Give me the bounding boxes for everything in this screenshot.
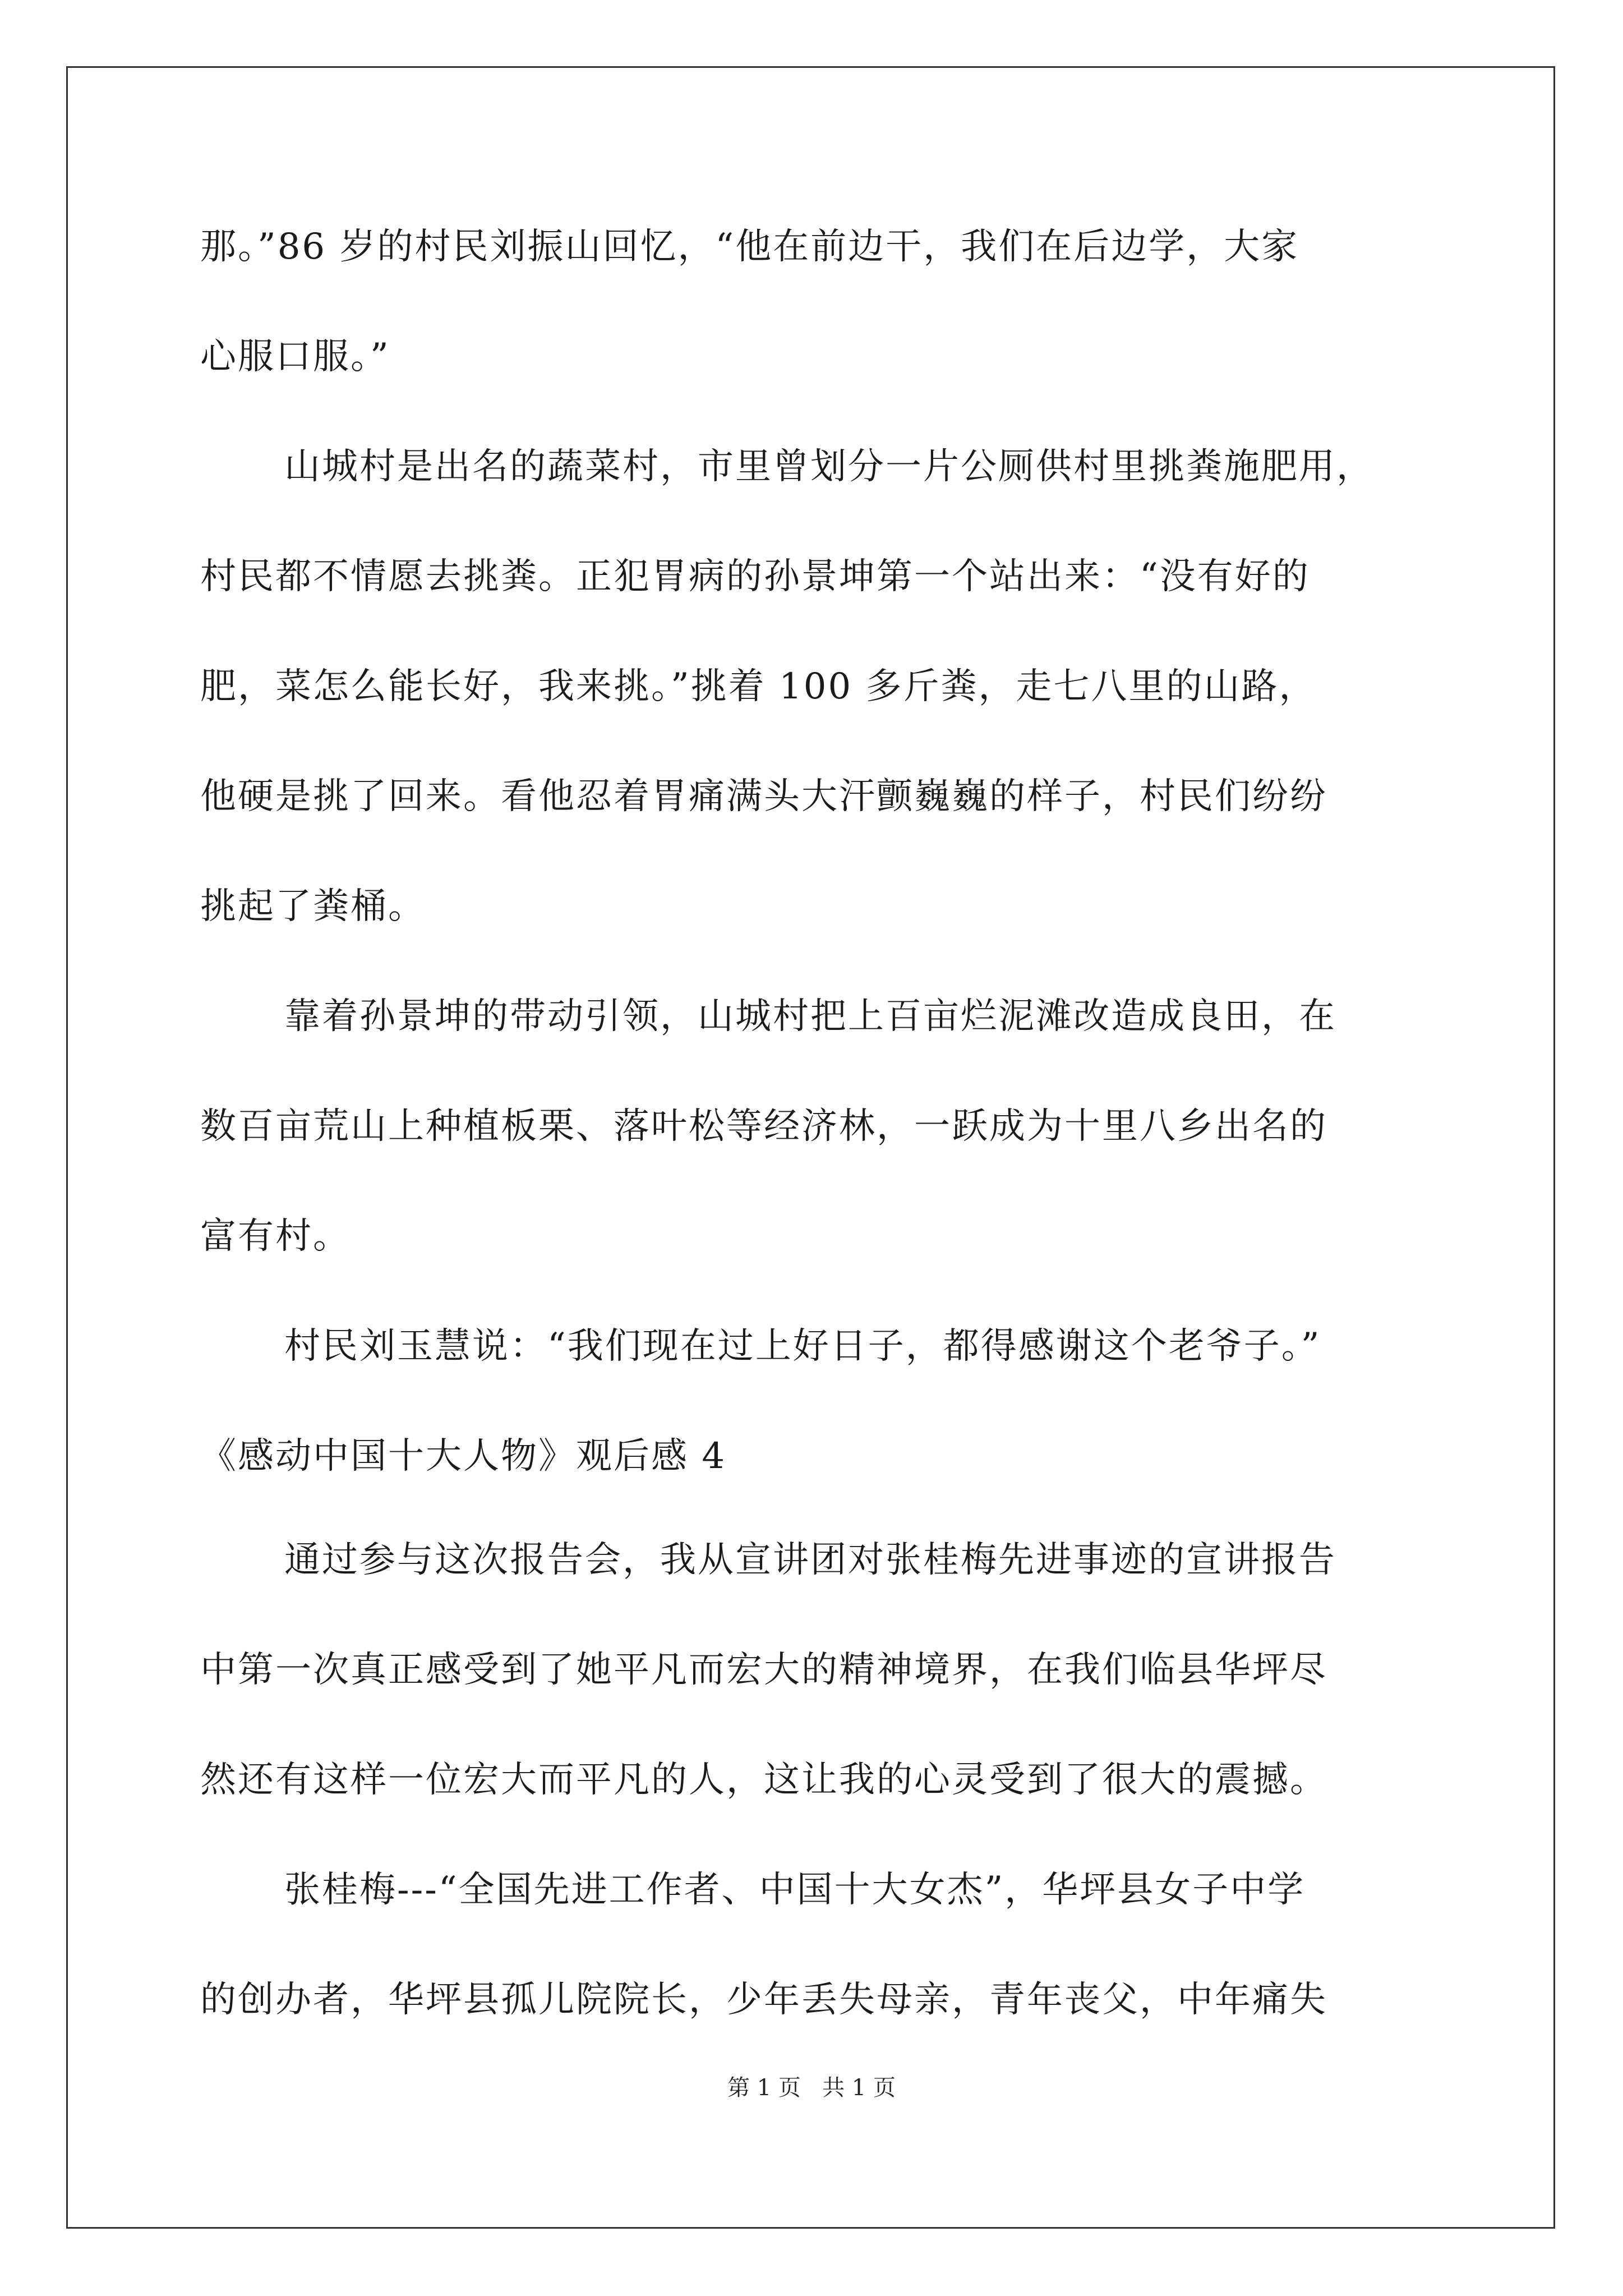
page-number-footer: 第 1 页 共 1 页 [727,2075,896,2101]
text-line: 他硬是挑了回来。看他忍着胃痛满头大汗颤巍巍的样子，村民们纷纷 [200,776,1327,817]
text-line: 挑起了粪桶。 [200,886,426,927]
paragraph-start-line: 村民刘玉慧说：“我们现在过上好日子，都得感谢这个老爷子。” [284,1326,1321,1367]
paragraph-start-line: 通过参与这次报告会，我从宣讲团对张桂梅先进事迹的宣讲报告 [284,1539,1336,1581]
text-line: 心服口服。” [200,336,390,378]
text-line: 数百亩荒山上种植板栗、落叶松等经济林，一跃成为十里八乡出名的 [200,1106,1327,1147]
text-line: 然还有这样一位宏大而平凡的人，这让我的心灵受到了很大的震撼。 [200,1759,1327,1801]
paragraph-start-line: 靠着孙景坤的带动引领，山城村把上百亩烂泥滩改造成良田，在 [284,996,1336,1037]
text-line: 富有村。 [200,1216,351,1257]
paragraph-start-line: 山城村是出名的蔬菜村，市里曾划分一片公厕供村里挑粪施肥用， [284,446,1374,487]
text-line: 村民都不情愿去挑粪。正犯胃病的孙景坤第一个站出来：“没有好的 [200,556,1310,597]
text-line: 肥，菜怎么能长好，我来挑。”挑着 100 多斤粪，走七八里的山路， [200,666,1317,707]
text-line: 中第一次真正感受到了她平凡而宏大的精神境界，在我们临县华坪尽 [200,1649,1327,1691]
text-line: 那。”86 岁的村民刘振山回忆，“他在前边干，我们在后边学，大家 [200,226,1299,268]
paragraph-start-line: 张桂梅---“全国先进工作者、中国十大女杰”，华坪县女子中学 [284,1869,1306,1911]
section-title: 《感动中国十大人物》观后感 4 [200,1435,727,1477]
document-body [200,216,1428,2079]
text-line: 的创办者，华坪县孤儿院院长，少年丢失母亲，青年丧父，中年痛失 [200,1979,1327,2021]
